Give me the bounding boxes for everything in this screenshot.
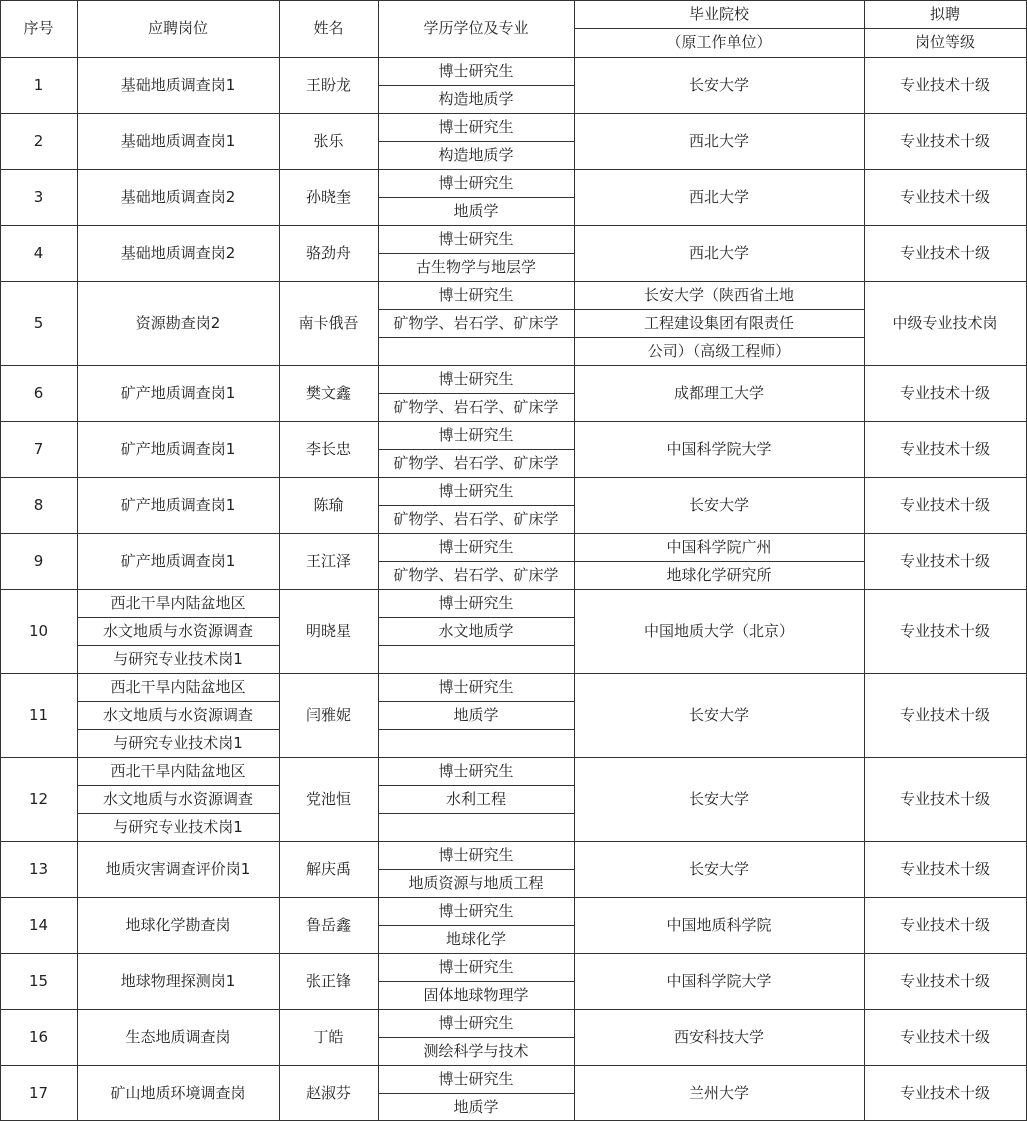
row-position: 与研究专业技术岗1 [113, 733, 243, 752]
row-level: 中级专业技术岗 [892, 313, 998, 332]
row-major: 古生物学与地层学 [415, 257, 536, 276]
row-degree: 博士研究生 [438, 677, 514, 696]
row-divider [378, 729, 575, 730]
row-position: 水文地质与水资源调查 [102, 789, 253, 808]
row-divider [378, 309, 575, 310]
row-school: 西北大学 [688, 243, 749, 262]
row-position: 基础地质调查岗2 [120, 187, 236, 206]
row-school: 地球化学研究所 [666, 565, 772, 584]
row-position: 基础地质调查岗1 [120, 131, 236, 150]
row-name: 南卡俄吾 [298, 313, 359, 332]
row-seq: 2 [33, 131, 44, 150]
row-major: 构造地质学 [438, 89, 514, 108]
row-name: 闫雅妮 [305, 705, 351, 724]
row-name: 鲁岳鑫 [305, 915, 351, 934]
row-position: 基础地质调查岗1 [120, 75, 236, 94]
row-level: 专业技术十级 [899, 439, 990, 458]
row-divider [378, 1093, 575, 1094]
row-divider [0, 0, 1027, 1]
row-major: 矿物学、岩石学、矿床学 [393, 565, 559, 584]
header-level-top: 拟聘 [929, 4, 960, 23]
row-divider [378, 337, 575, 338]
row-degree: 博士研究生 [438, 369, 514, 388]
row-position: 与研究专业技术岗1 [113, 817, 243, 836]
row-divider [378, 1037, 575, 1038]
row-major: 测绘科学与技术 [423, 1041, 529, 1060]
row-level: 专业技术十级 [899, 1083, 990, 1102]
row-major: 地质学 [453, 201, 499, 220]
row-school: 中国地质大学（北京） [643, 621, 794, 640]
row-degree: 博士研究生 [438, 481, 514, 500]
row-level: 专业技术十级 [899, 131, 990, 150]
row-level: 专业技术十级 [899, 1027, 990, 1046]
column-divider [378, 0, 379, 1121]
row-seq: 11 [28, 705, 49, 724]
row-level: 专业技术十级 [899, 495, 990, 514]
row-level: 专业技术十级 [899, 705, 990, 724]
row-divider [77, 617, 280, 618]
row-name: 孙晓奎 [305, 187, 351, 206]
row-divider [378, 701, 575, 702]
row-level: 专业技术十级 [899, 621, 990, 640]
row-name: 解庆禹 [305, 859, 351, 878]
row-name: 樊文鑫 [305, 383, 351, 402]
row-divider [378, 85, 575, 86]
row-name: 陈瑜 [313, 495, 344, 514]
row-degree: 博士研究生 [438, 285, 514, 304]
row-school: 成都理工大学 [673, 383, 764, 402]
row-divider [574, 309, 865, 310]
row-position: 西北干旱内陆盆地区 [110, 677, 246, 696]
row-degree: 博士研究生 [438, 845, 514, 864]
row-divider [378, 869, 575, 870]
row-divider [378, 645, 575, 646]
row-seq: 9 [33, 551, 44, 570]
row-major: 矿物学、岩石学、矿床学 [393, 397, 559, 416]
row-divider [378, 925, 575, 926]
row-position: 地质灾害调查评价岗1 [105, 859, 251, 878]
row-seq: 15 [28, 971, 49, 990]
header-level-bottom: 岗位等级 [914, 33, 975, 51]
row-major: 矿物学、岩石学、矿床学 [393, 453, 559, 472]
row-major: 水利工程 [445, 789, 506, 808]
row-school: 中国科学院广州 [666, 537, 772, 556]
row-school: 长安大学 [688, 495, 749, 514]
row-divider [378, 141, 575, 142]
row-school: 长安大学（陕西省土地 [643, 285, 794, 304]
row-level: 专业技术十级 [899, 789, 990, 808]
row-degree: 博士研究生 [438, 173, 514, 192]
row-school: 公司）（高级工程师） [647, 341, 791, 360]
row-seq: 16 [28, 1027, 49, 1046]
row-school: 中国科学院大学 [666, 439, 772, 458]
row-degree: 博士研究生 [438, 1013, 514, 1032]
row-school: 西北大学 [688, 131, 749, 150]
row-position: 水文地质与水资源调查 [102, 621, 253, 640]
row-major: 地质资源与地质工程 [408, 873, 544, 892]
row-divider [574, 561, 865, 562]
row-seq: 6 [33, 383, 44, 402]
header-school-bottom: （原工作单位） [666, 33, 772, 51]
row-level: 专业技术十级 [899, 915, 990, 934]
row-major: 地质学 [453, 1097, 499, 1116]
row-degree: 博士研究生 [438, 593, 514, 612]
row-position: 生态地质调查岗 [125, 1027, 231, 1046]
row-position: 资源勘查岗2 [135, 313, 221, 332]
row-divider [378, 561, 575, 562]
column-divider [279, 0, 280, 1121]
row-divider [77, 645, 280, 646]
header-name: 姓名 [313, 19, 344, 37]
header-seq: 序号 [23, 19, 54, 37]
row-name: 张正锋 [305, 971, 351, 990]
row-seq: 4 [33, 243, 44, 262]
row-school: 工程建设集团有限责任 [643, 313, 794, 332]
row-position: 地球化学勘查岗 [125, 915, 231, 934]
row-divider [378, 393, 575, 394]
row-name: 张乐 [313, 131, 344, 150]
row-level: 专业技术十级 [899, 243, 990, 262]
row-school: 长安大学 [688, 859, 749, 878]
row-divider [378, 253, 575, 254]
row-major: 地球化学 [445, 929, 506, 948]
column-divider [864, 0, 865, 1121]
row-position: 水文地质与水资源调查 [102, 705, 253, 724]
row-major: 构造地质学 [438, 145, 514, 164]
row-level: 专业技术十级 [899, 383, 990, 402]
row-position: 矿山地质环境调查岗 [110, 1083, 246, 1102]
row-school: 长安大学 [688, 75, 749, 94]
row-major: 固体地球物理学 [423, 985, 529, 1004]
row-name: 王盼龙 [305, 75, 351, 94]
row-position: 西北干旱内陆盆地区 [110, 761, 246, 780]
header-education: 学历学位及专业 [423, 19, 529, 37]
row-degree: 博士研究生 [438, 117, 514, 136]
row-divider [378, 785, 575, 786]
row-divider [378, 449, 575, 450]
row-seq: 14 [28, 915, 49, 934]
row-school: 西安科技大学 [673, 1027, 764, 1046]
row-degree: 博士研究生 [438, 957, 514, 976]
row-seq: 10 [28, 621, 49, 640]
row-divider [574, 337, 865, 338]
row-divider [378, 813, 575, 814]
header-school-top: 毕业院校 [688, 4, 749, 23]
row-level: 专业技术十级 [899, 551, 990, 570]
row-seq: 12 [28, 789, 49, 808]
row-seq: 5 [33, 313, 44, 332]
row-seq: 1 [33, 75, 44, 94]
row-name: 党池恒 [305, 789, 351, 808]
row-seq: 8 [33, 495, 44, 514]
row-position: 矿产地质调查岗1 [120, 551, 236, 570]
row-name: 王江泽 [305, 551, 351, 570]
row-divider [77, 701, 280, 702]
row-degree: 博士研究生 [438, 61, 514, 80]
row-name: 骆劲舟 [305, 243, 351, 262]
row-major: 矿物学、岩石学、矿床学 [393, 509, 559, 528]
row-degree: 博士研究生 [438, 425, 514, 444]
row-degree: 博士研究生 [438, 901, 514, 920]
row-divider [378, 981, 575, 982]
row-major: 矿物学、岩石学、矿床学 [393, 313, 559, 332]
column-divider [0, 0, 1, 1121]
row-level: 专业技术十级 [899, 971, 990, 990]
row-school: 兰州大学 [688, 1083, 749, 1102]
row-divider [574, 28, 1027, 29]
column-divider [574, 0, 575, 1121]
row-seq: 7 [33, 439, 44, 458]
row-position: 西北干旱内陆盆地区 [110, 593, 246, 612]
header-position: 应聘岗位 [147, 19, 208, 37]
row-name: 李长忠 [305, 439, 351, 458]
row-divider [77, 785, 280, 786]
row-name: 赵淑芬 [305, 1083, 351, 1102]
row-divider [378, 617, 575, 618]
row-degree: 博士研究生 [438, 229, 514, 248]
row-school: 中国地质科学院 [666, 915, 772, 934]
column-divider [77, 0, 78, 1121]
row-school: 西北大学 [688, 187, 749, 206]
row-divider [378, 197, 575, 198]
row-seq: 17 [28, 1083, 49, 1102]
row-position: 矿产地质调查岗1 [120, 439, 236, 458]
row-seq: 3 [33, 187, 44, 206]
row-position: 矿产地质调查岗1 [120, 383, 236, 402]
row-name: 明晓星 [305, 621, 351, 640]
row-degree: 博士研究生 [438, 1069, 514, 1088]
row-major: 地质学 [453, 705, 499, 724]
row-degree: 博士研究生 [438, 537, 514, 556]
row-name: 丁皓 [313, 1027, 344, 1046]
row-divider [77, 729, 280, 730]
row-school: 中国科学院大学 [666, 971, 772, 990]
row-position: 地球物理探测岗1 [120, 971, 236, 990]
row-position: 基础地质调查岗2 [120, 243, 236, 262]
row-school: 长安大学 [688, 705, 749, 724]
row-level: 专业技术十级 [899, 859, 990, 878]
row-level: 专业技术十级 [899, 187, 990, 206]
row-divider [77, 813, 280, 814]
row-position: 与研究专业技术岗1 [113, 649, 243, 668]
row-divider [378, 505, 575, 506]
row-seq: 13 [28, 859, 49, 878]
row-degree: 博士研究生 [438, 761, 514, 780]
row-level: 专业技术十级 [899, 75, 990, 94]
row-major: 水文地质学 [438, 621, 514, 640]
row-school: 长安大学 [688, 789, 749, 808]
row-position: 矿产地质调查岗1 [120, 495, 236, 514]
